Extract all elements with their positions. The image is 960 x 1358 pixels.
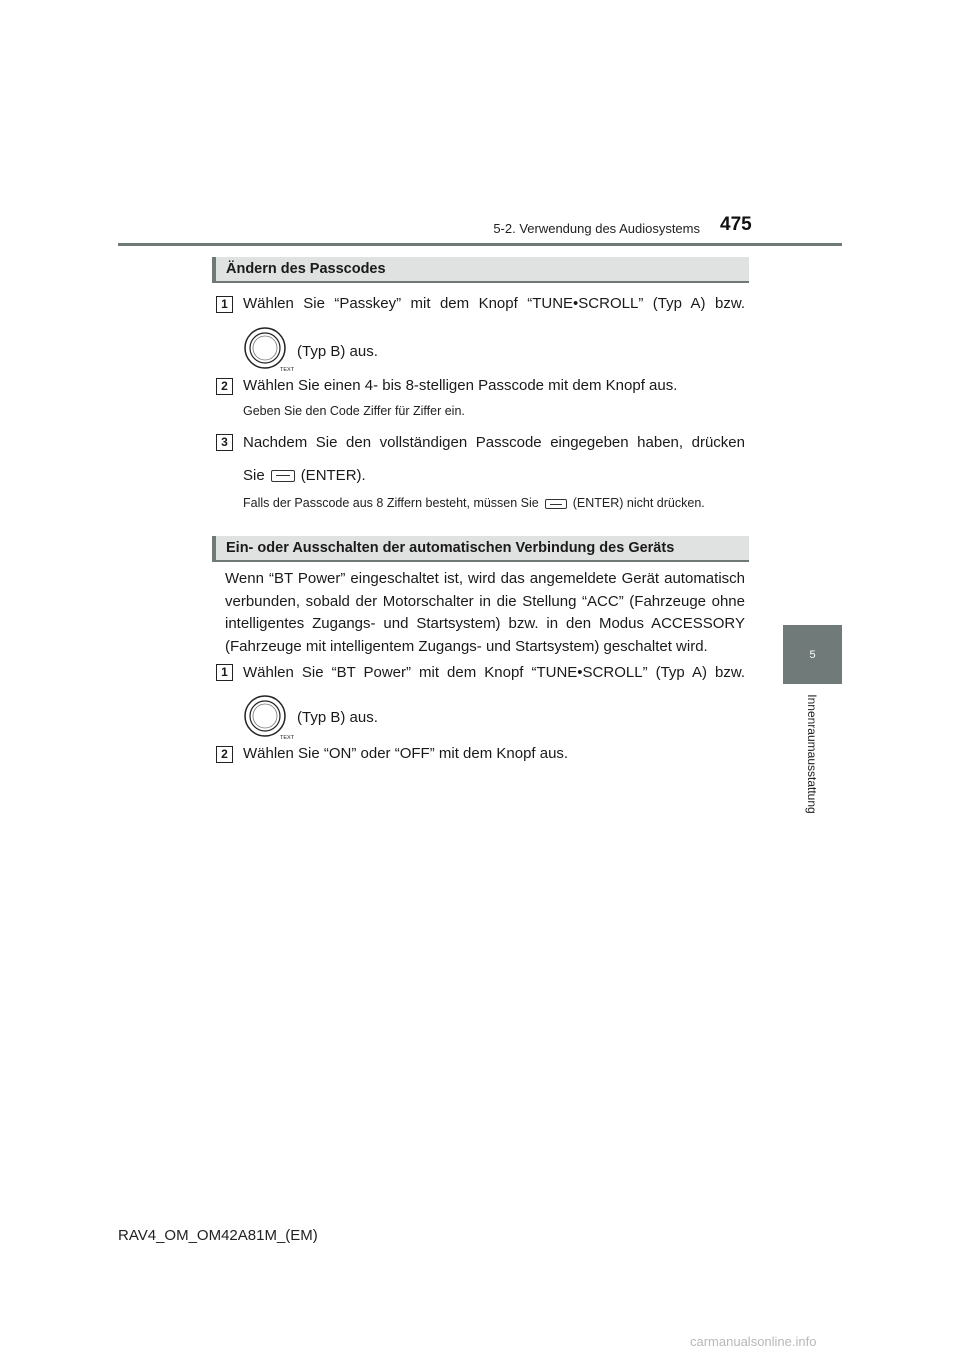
section-heading-passcode: Ändern des Passcodes [212,257,749,283]
chapter-number: 5 [809,648,816,661]
step-text-pre: Sie [243,467,265,484]
document-code: RAV4_OM_OM42A81M_(EM) [118,1227,318,1244]
step-number: 3 [216,434,233,451]
step-number: 1 [216,664,233,681]
step-text: Wählen Sie einen 4- bis 8-stelligen Passcode mit dem Knopf aus. [243,377,678,394]
step-note: Geben Sie den Code Ziffer für Ziffer ein. [243,404,465,418]
step-text-cont: (Typ B) aus. [297,709,378,726]
step-number: 2 [216,746,233,763]
page-number: 475 [720,214,752,235]
step-number: 2 [216,378,233,395]
step-number: 1 [216,296,233,313]
step-text-post: (ENTER). [300,467,366,484]
watermark: carmanualsonline.info [690,1334,817,1349]
step-note [243,495,753,511]
step-text: Nachdem Sie den vollständigen Passcode eingegeben haben, drücken [243,434,745,451]
running-header-section: 5-2. Verwendung des Audiosystems [493,221,700,236]
step-text-cont: (Typ B) aus. [297,343,378,360]
chapter-label: Innenraumausstattung [805,694,819,814]
step-text-cont [243,465,366,487]
step-note-pre: Falls der Passcode aus 8 Ziffern besteht, müssen Sie [243,496,539,510]
enter-button-icon [545,499,567,509]
header-rule [118,243,842,246]
knob-icon [240,324,295,374]
knob-label: TEXT [280,367,295,373]
knob-label: TEXT [280,735,295,741]
enter-button-icon [271,470,295,482]
step-text: Wählen Sie “BT Power” mit dem Knopf “TUNE•SCROLL” (Typ A) bzw. [243,664,745,681]
step-note-post: (ENTER) nicht drücken. [572,496,705,510]
step-text: Wählen Sie “ON” oder “OFF” mit dem Knopf aus. [243,745,569,762]
section-heading-auto-connect: Ein- oder Ausschalten der automatischen Verbindung des Geräts [212,536,749,562]
knob-icon [240,692,295,742]
body-paragraph: Wenn “BT Power” eingeschaltet ist, wird das angemeldete Gerät automatisch verbunden, sobald der Motorschalter in die Stellung “ACC” (Fahrzeuge ohne intelligentes Zugangs- und Startsystem) bzw. in den Modus ACCESSORY (Fahrzeuge mit intelligentem Zugangs- und Startsystem) geschaltet wird. [225,570,745,655]
step-text: Wählen Sie “Passkey” mit dem Knopf “TUNE•SCROLL” (Typ A) bzw. [243,295,745,312]
